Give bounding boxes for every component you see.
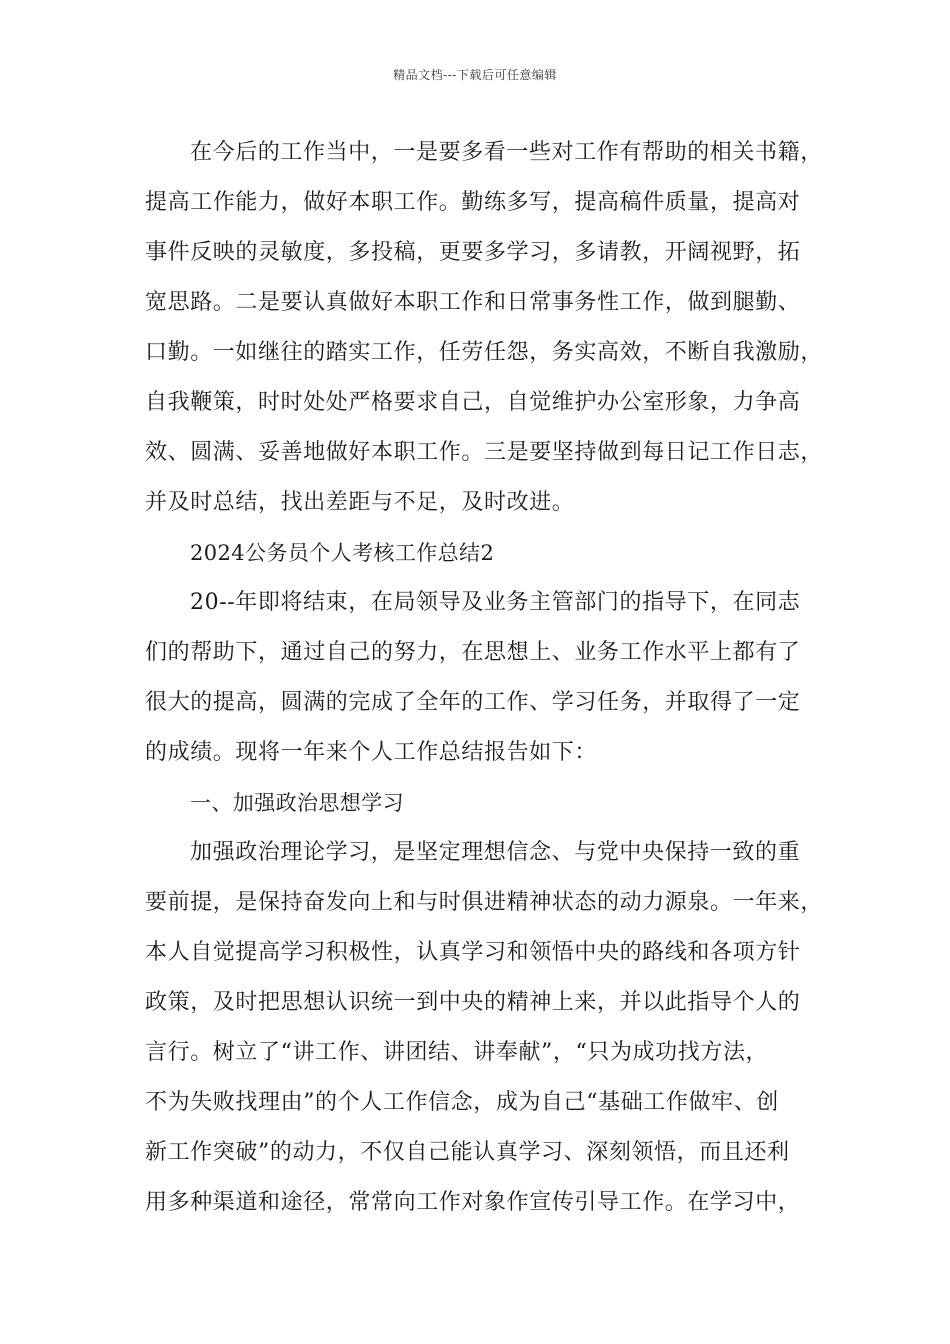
paragraph-line: 事件反映的灵敏度，多投稿，更要多学习，多请教，开阔视野，拓 (145, 240, 801, 265)
paragraph-line: 效、圆满、妥善地做好本职工作。三是要坚持做到每日记工作日志， (145, 440, 824, 465)
section-title: 2024公务员个人考核工作总结2 (190, 541, 495, 565)
page-header: 精品文档---下载后可任意编辑 (393, 68, 557, 82)
paragraph-line: 口勤。一如继往的踏实工作，任劳任怨，务实高效，不断自我激励， (145, 340, 824, 365)
paragraph-line: 自我鞭策，时时处处严格要求自己，自觉维护办公室形象，力争高 (145, 390, 801, 415)
paragraph-line: 20--年即将结束，在局领导及业务主管部门的指导下，在同志 (190, 590, 801, 615)
paragraph-line: 加强政治理论学习，是坚定理想信念、与党中央保持一致的重 (190, 840, 801, 865)
paragraph-line: 们的帮助下，通过自己的努力，在思想上、业务工作水平上都有了 (145, 640, 801, 665)
paragraph-line: 并及时总结，找出差距与不足，及时改进。 (145, 490, 575, 515)
paragraph-line: 不为失败找理由”的个人工作信念，成为自己“基础工作做牢、创 (145, 1090, 779, 1115)
paragraph-line: 在今后的工作当中，一是要多看一些对工作有帮助的相关书籍， (190, 140, 823, 165)
paragraph-line: 提高工作能力，做好本职工作。勤练多写，提高稿件质量，提高对 (145, 190, 801, 215)
section-heading: 一、加强政治思想学习 (190, 791, 404, 815)
paragraph-line: 政策，及时把思想认识统一到中央的精神上来，并以此指导个人的 (145, 990, 801, 1015)
paragraph-line: 宽思路。二是要认真做好本职工作和日常事务性工作，做到腿勤、 (145, 290, 801, 315)
paragraph-line: 言行。树立了“讲工作、讲团结、讲奉献”，“只为成功找方法， (145, 1040, 769, 1065)
paragraph-line: 本人自觉提高学习积极性，认真学习和领悟中央的路线和各项方针 (145, 940, 801, 965)
paragraph-line: 用多种渠道和途径，常常向工作对象作宣传引导工作。在学习中， (145, 1190, 801, 1215)
document-body (145, 128, 835, 1228)
paragraph-line: 的成绩。现将一年来个人工作总结报告如下： (145, 740, 598, 765)
paragraph-line: 新工作突破”的动力，不仅自己能认真学习、深刻领悟，而且还利 (145, 1140, 790, 1165)
paragraph-line: 很大的提高，圆满的完成了全年的工作、学习任务，并取得了一定 (145, 690, 801, 715)
paragraph-line: 要前提，是保持奋发向上和与时俱进精神状态的动力源泉。一年来， (145, 890, 824, 915)
